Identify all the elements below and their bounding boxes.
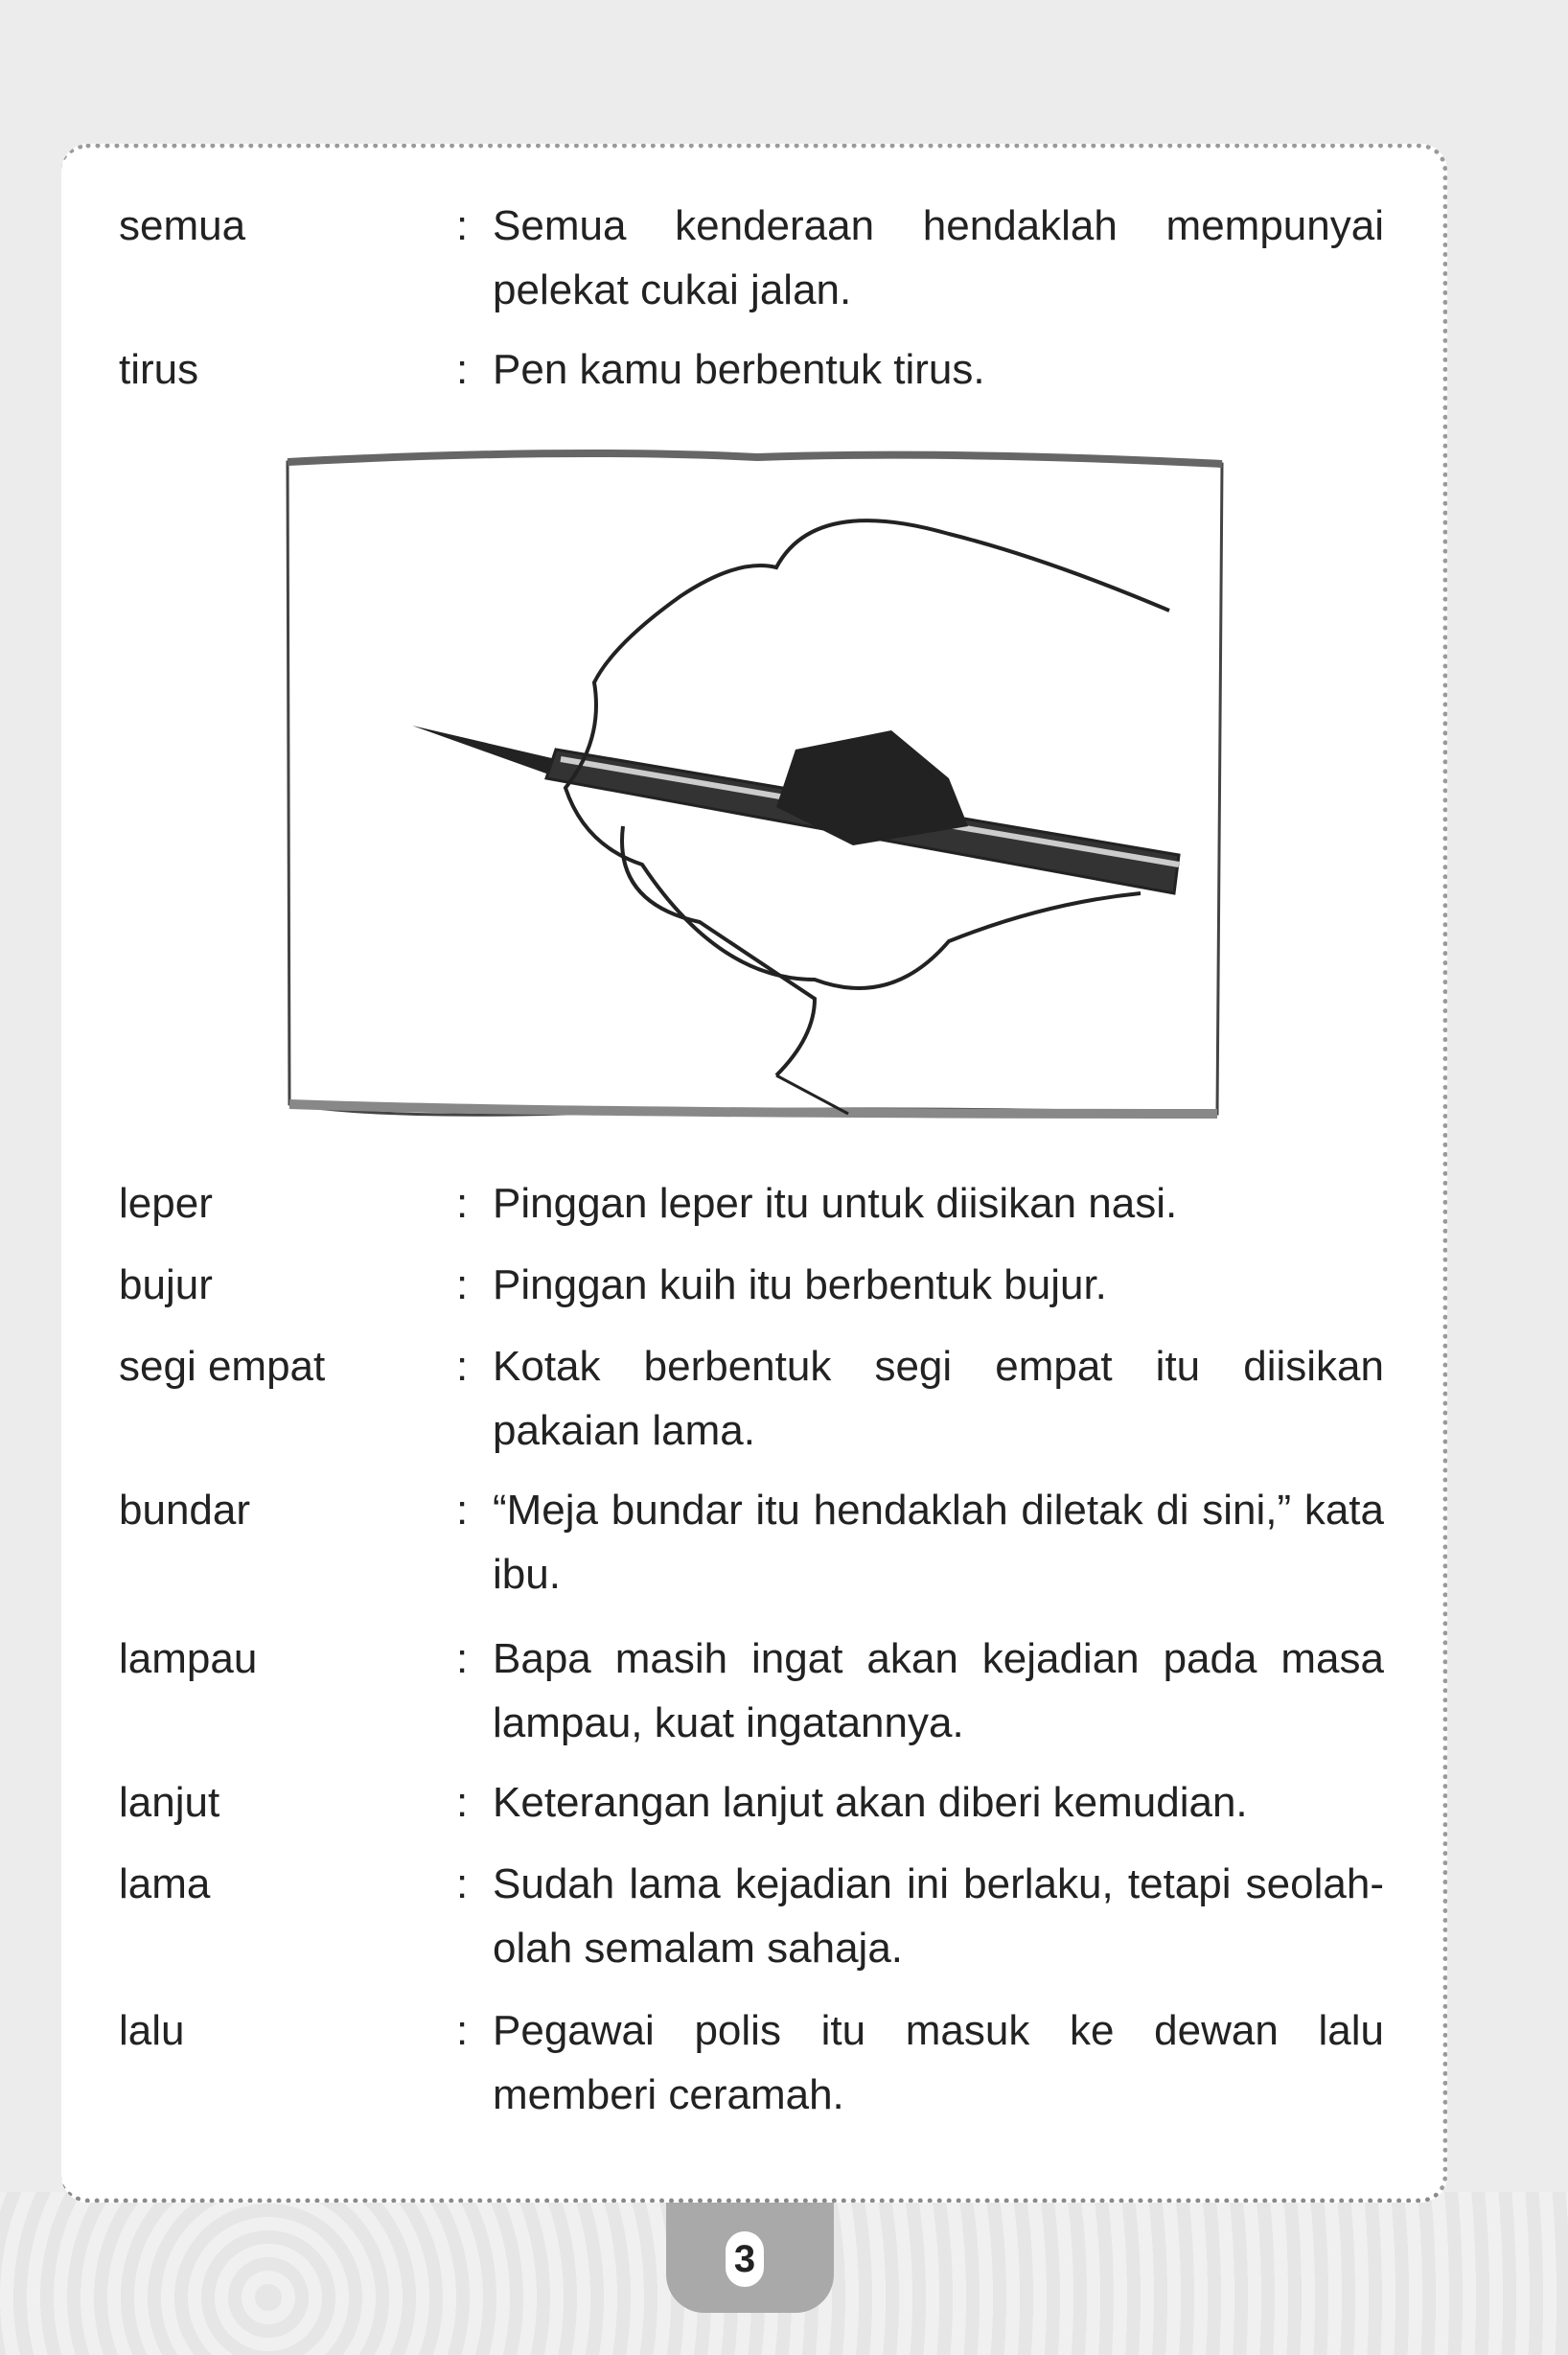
colon: : bbox=[456, 1635, 469, 1682]
example-sentence: Keterangan lanjut akan diberi kemudian. bbox=[493, 1779, 1248, 1826]
colon: : bbox=[456, 1487, 469, 1534]
vocab-word: bujur bbox=[119, 1261, 213, 1308]
hand-pencil-illustration bbox=[278, 443, 1232, 1123]
example-sentence: “Meja bundar itu hendaklah diletak di sini,” kata ibu. bbox=[493, 1487, 1384, 1598]
vocab-word: lalu bbox=[119, 2007, 185, 2054]
example-sentence: Pinggan leper itu untuk diisikan nasi. bbox=[493, 1180, 1178, 1227]
vocab-word: tirus bbox=[119, 346, 199, 393]
example-sentence: Pinggan kuih itu berbentuk bujur. bbox=[493, 1261, 1107, 1308]
example-sentence: Kotak berbentuk segi empat itu diisikan pakaian lama. bbox=[493, 1343, 1384, 1454]
colon: : bbox=[456, 202, 469, 249]
colon: : bbox=[456, 1860, 469, 1907]
colon: : bbox=[456, 346, 469, 393]
colon: : bbox=[456, 1343, 469, 1390]
colon: : bbox=[456, 1261, 469, 1308]
vocab-word: semua bbox=[119, 202, 246, 249]
vocab-word: bundar bbox=[119, 1487, 251, 1534]
example-sentence: Sudah lama kejadian ini berlaku, tetapi seolah-olah semalam sahaja. bbox=[493, 1860, 1384, 1972]
colon: : bbox=[456, 1779, 469, 1826]
example-sentence: Pegawai polis itu masuk ke dewan lalu memberi ceramah. bbox=[493, 2007, 1384, 2118]
vocab-word: segi empat bbox=[119, 1343, 326, 1390]
page-number-tab bbox=[666, 2203, 834, 2313]
example-sentence: Pen kamu berbentuk tirus. bbox=[493, 346, 985, 393]
example-sentence: Bapa masih ingat akan kejadian pada masa lampau, kuat ingatannya. bbox=[493, 1635, 1384, 1746]
colon: : bbox=[456, 2007, 469, 2054]
vocab-word: lanjut bbox=[119, 1779, 220, 1826]
page-number: 3 bbox=[726, 2231, 764, 2287]
colon: : bbox=[456, 1180, 469, 1227]
vocab-word: lampau bbox=[119, 1635, 258, 1682]
vocab-word: lama bbox=[119, 1860, 211, 1907]
vocab-word: leper bbox=[119, 1180, 213, 1227]
example-sentence: Semua kenderaan hendaklah mempunyai pelekat cukai jalan. bbox=[493, 202, 1384, 313]
